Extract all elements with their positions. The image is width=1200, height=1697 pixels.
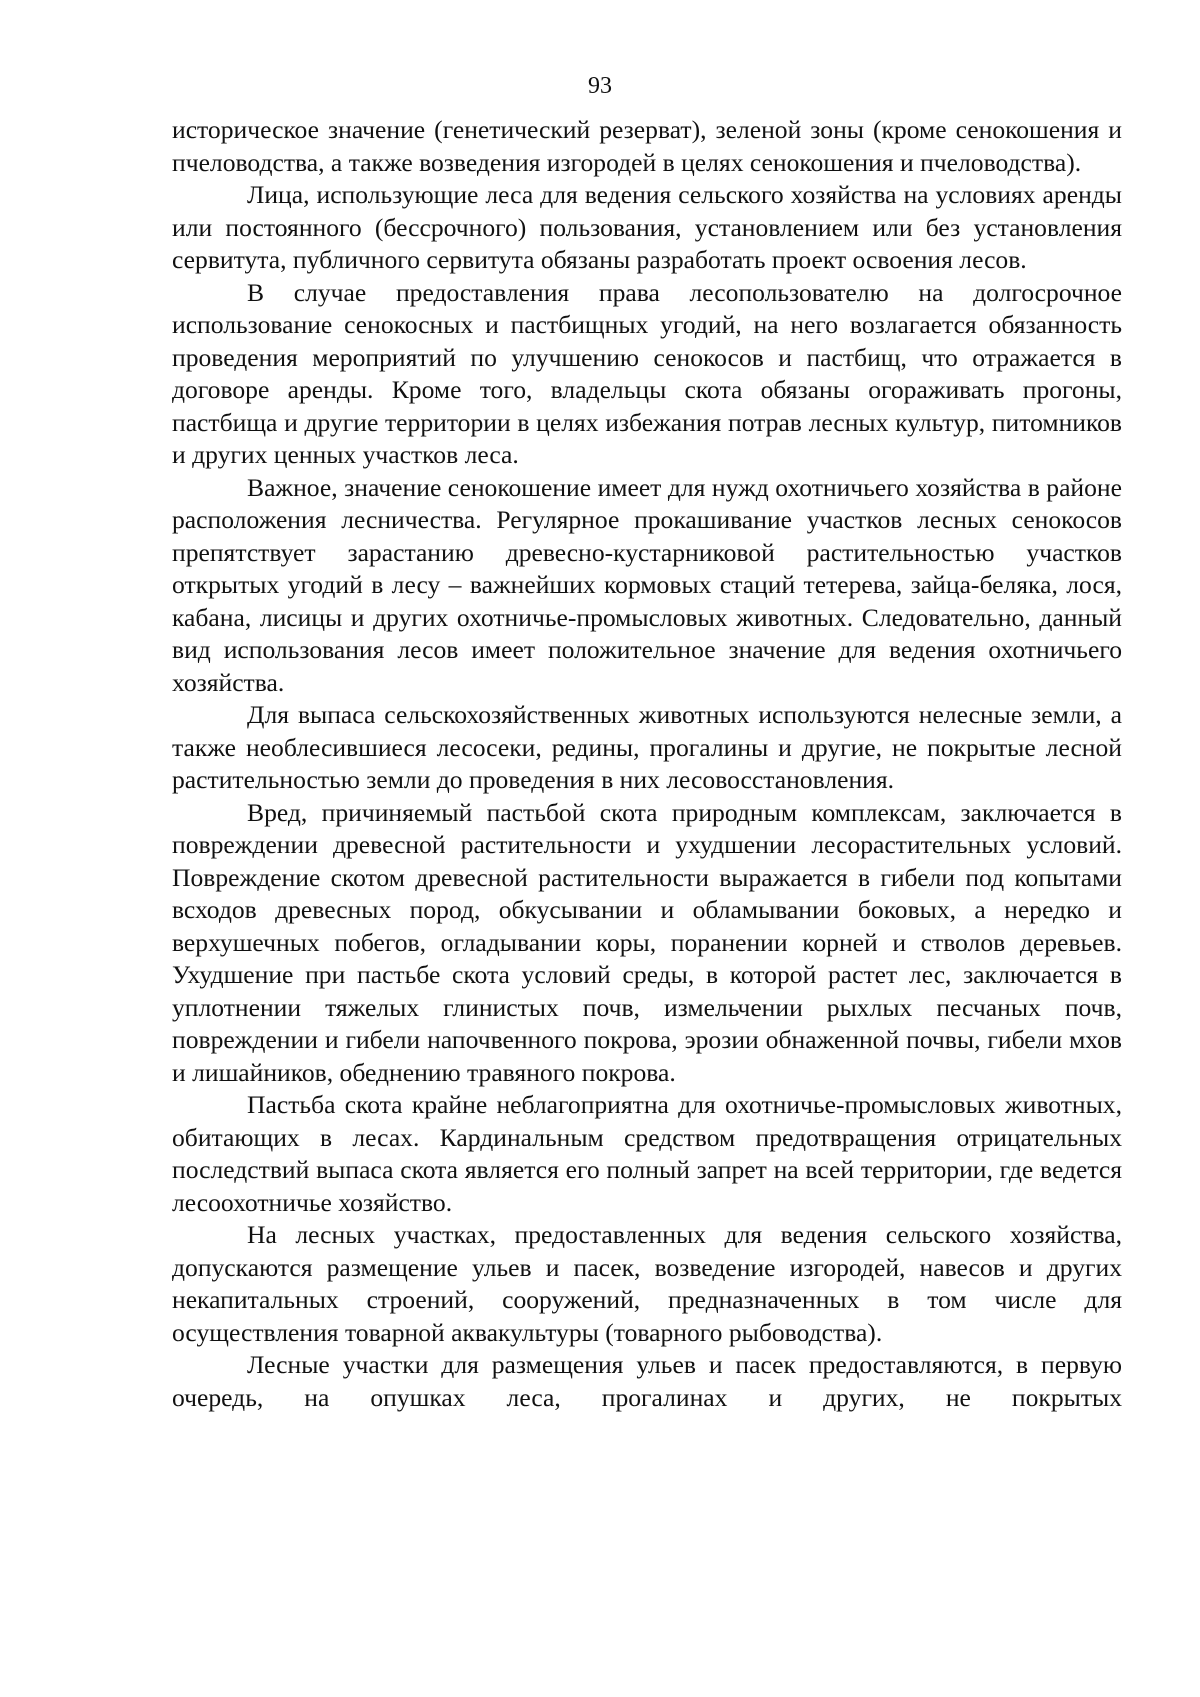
- paragraph-apiary-plots: Лесные участки для размещения ульев и пасек предоставляются, в первую очередь, на опушках леса, прогалинах и других, не покрытых: [172, 1350, 1122, 1412]
- paragraph-grazing-ban: Пастьба скота крайне неблагоприятна для охотничье-промысловых животных, обитающих в лесах. Кардинальным средством предотвращения отрицательных последствий выпаса скота является его полный запрет на всей территории, где ведется лесоохотничье хозяйство.: [172, 1090, 1122, 1217]
- paragraph-grazing-lands: Для выпаса сельскохозяйственных животных используются нелесные земли, а также необлесившиеся лесосеки, редины, прогалины и другие, не покрытые лесной растительностью земли до проведения в них лесовосстановления.: [172, 700, 1122, 794]
- paragraph-forest-use-project: Лица, использующие леса для ведения сельского хозяйства на условиях аренды или постоянного (бессрочного) пользования, установлением или без установления сервитута, публичного сервитута обязаны разработать проект освоения лесов.: [172, 180, 1122, 274]
- document-body: [172, 114, 1122, 1414]
- paragraph-apiaries-structures: На лесных участках, предоставленных для ведения сельского хозяйства, допускаются размещение ульев и пасек, возведение изгородей, навесов и других некапитальных строений, сооружений, предназначенных в том числе для осуществления товарной аквакультуры (товарного рыбоводства).: [172, 1220, 1122, 1347]
- paragraph-continuation: историческое значение (генетический резерват), зеленой зоны (кроме сенокошения и пчеловодства, а также возведения изгородей в целях сенокошения и пчеловодства).: [172, 115, 1122, 177]
- paragraph-grazing-harm: Вред, причиняемый пастьбой скота природным комплексам, заключается в повреждении древесной растительности и ухудшении лесорастительных условий. Повреждение скотом древесной растительности выражается в гибели под копытами всходов древесных пород, обкусывании и обламывании боковых, а нередко и верхушечных побегов, огладывании коры, поранении корней и стволов деревьев. Ухудшение при пастьбе скота условий среды, в которой растет лес, заключается в уплотнении тяжелых глинистых почв, измельчении рыхлых песчаных почв, повреждении и гибели напочвенного покрова, эрозии обнаженной почвы, гибели мхов и лишайников, обеднению травяного покрова.: [172, 797, 1122, 1087]
- paragraph-haymaking-hunting: Важное, значение сенокошение имеет для нужд охотничьего хозяйства в районе расположения лесничества. Регулярное прокашивание участков лесных сенокосов препятствует зарастанию древесно-кустарниковой растительностью участков открытых угодий в лесу – важнейших кормовых стаций тетерева, зайца-беляка, лося, кабана, лисицы и других охотничье-промысловых животных. Следовательно, данный вид использования лесов имеет положительное значение для ведения охотничьего хозяйства.: [172, 472, 1122, 697]
- paragraph-hayfield-rights: В случае предоставления права лесопользователю на долгосрочное использование сенокосных и пастбищных угодий, на него возлагается обязанность проведения мероприятий по улучшению сенокосов и пастбищ, что отражается в договоре аренды. Кроме того, владельцы скота обязаны огораживать прогоны, пастбища и другие территории в целях избежания потрав лесных культур, питомников и других ценных участков леса.: [172, 277, 1122, 469]
- page-number: 93: [588, 73, 612, 99]
